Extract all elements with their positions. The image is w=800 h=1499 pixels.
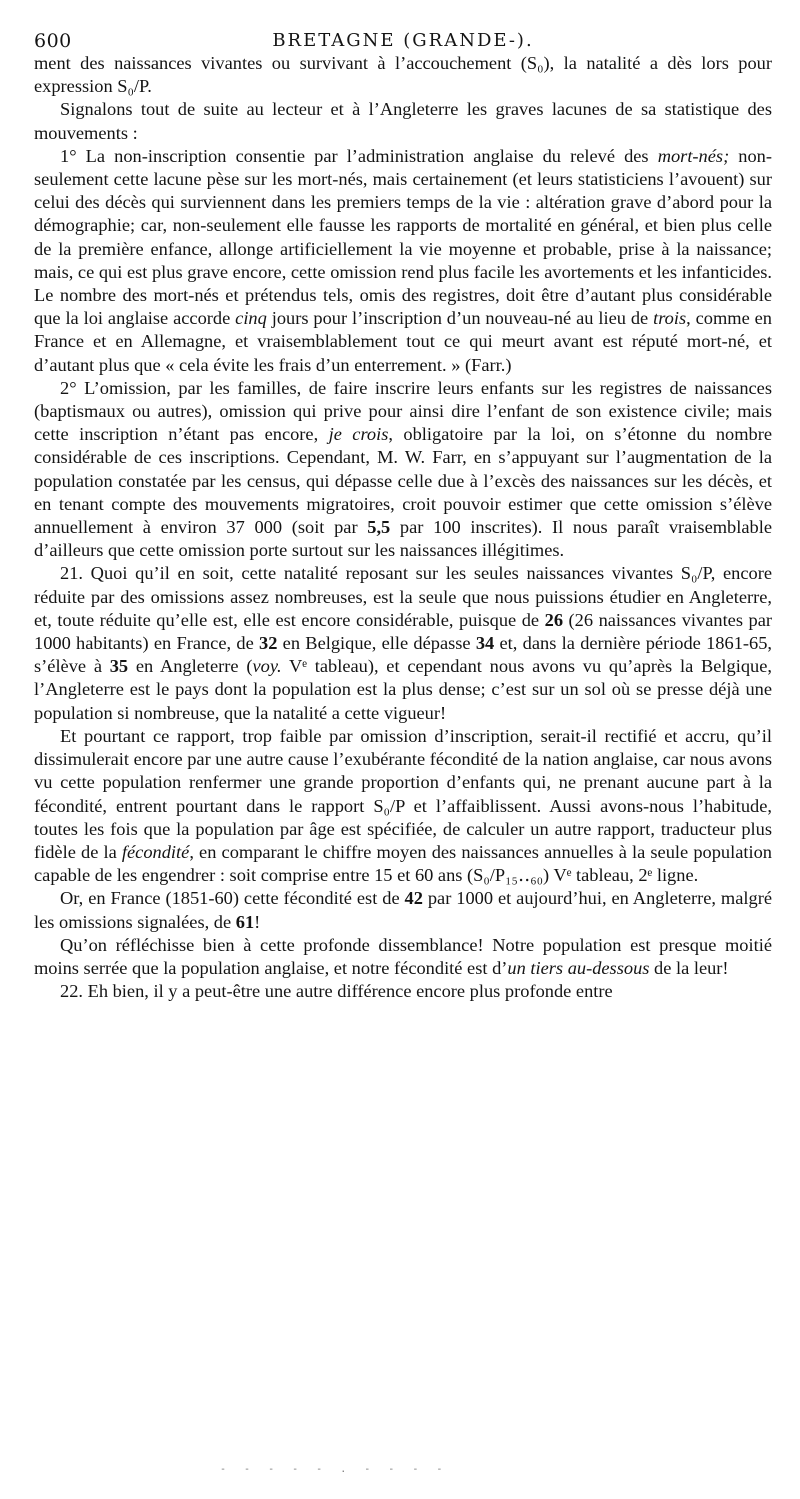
running-title: BRETAGNE (GRANDE-).: [272, 30, 534, 51]
paragraph: 21. Quoi qu’il en soit, cette natalité reposant sur les seules naissances vivantes S₀/P, encore réduite par des omissions assez nombreuses, est la seule que nous puissions étudier en Angleterre, et, toute réduite qu’elle est, elle est encore considérable, puisque de 26 (26 naissances vivantes par 1000 habitants) en France, de 32 en Belgique, elle dépasse 34 et, dans la dernière période 1861-65, s’élève à 35 en Angleterre (voy. Vᵉ tableau), et cependant nous avons vu qu’après la Belgique, l’Angleterre est le pays dont la population est la plus dense; c’est sur un sol où se presse déjà une population si nombreuse, que la natalité a cette vigueur!: [34, 563, 773, 723]
paragraph: Or, en France (1851-60) cette fécondité est de 42 par 1000 et aujourd’hui, en Angleterre, malgré les omissions signalées, de 61!: [34, 888, 772, 932]
paragraph: 22. Eh bien, il y a peut-être une autre différence encore plus profonde entre: [60, 981, 613, 1002]
footer-marks: - - - - - . - - - -: [220, 1464, 449, 1475]
paragraph: ment des naissances vivantes ou survivant à l’accouchement (S₀), la natalité a dès lors pour expression S₀/P.: [34, 53, 772, 97]
paragraph: 2° L’omission, par les familles, de faire inscrire leurs enfants sur les registres de naissances (baptismaux ou autres), omission qui prive pour ainsi dire l’enfant de son existence civile; mais cette inscription n’étant pas encore, je crois, obligatoire par la loi, on s’étonne du nombre considérable de ces inscriptions. Cependant, M. W. Farr, en s’appuyant sur l’augmentation de la population constatée par les census, qui dépasse celle due à l’excès des naissances sur les décès, et en tenant compte des mouvements migratoires, croit pouvoir estimer que cette omission s’élève annuellement à environ 37 000 (soit par 5,5 par 100 inscrites). Il nous paraît vraisemblable d’ailleurs que cette omission porte surtout sur les naissances illégitimes.: [34, 377, 772, 561]
page-header: [34, 0, 772, 52]
paragraph: Signalons tout de suite au lecteur et à l’Angleterre les graves lacunes de sa statistique des mouvements :: [34, 99, 772, 143]
page-number: 600: [34, 30, 72, 52]
paragraph: Et pourtant ce rapport, trop faible par omission d’inscription, serait-il rectifié et accru, qu’il dissimulerait encore par une autre cause l’exubérante fécondité de la nation anglaise, car nous avons vu cette population renfermer une grande proportion d’enfants qui, ne prenant aucune part à la fécondité, entrent pourtant dans le rapport S₀/P et l’affaiblissent. Aussi avons-nous l’habitude, toutes les fois que la population par âge est spécifiée, de calculer un autre rapport, traducteur plus fidèle de la fécondité, en comparant le chiffre moyen des naissances annuelles à la seule population capable de les engendrer : soit comprise entre 15 et 60 ans (S₀/P₁₅‥₆₀) Vᵉ tableau, 2ᵉ ligne.: [34, 725, 772, 886]
body-text: [34, 52, 772, 1003]
paragraph: Qu’on réfléchisse bien à cette profonde dissemblance! Notre population est presque moitié moins serrée que la population anglaise, et notre fécondité est d’un tiers au-dessous de la leur!: [34, 934, 772, 978]
paragraph: 1° La non-inscription consentie par l’administration anglaise du relevé des mort-nés; non-seulement cette lacune pèse sur les mort-nés, mais certainement (et leurs statisticiens l’avouent) sur celui des décès qui surviennent dans les premiers temps de la vie : altération grave d’abord pour la démographie; car, non-seulement elle fausse les rapports de mortalité en général, et bien plus celle de la première enfance, allonge artificiellement la vie moyenne et probable, prise à la naissance; mais, ce qui est plus grave encore, cette omission rend plus facile les avortements et les infanticides. Le nombre des mort-nés et prétendus tels, omis des registres, doit être d’autant plus considérable que la loi anglaise accorde cinq jours pour l’inscription d’un nouveau-né au lieu de trois, comme en France et en Allemagne, et vraisemblablement tout ce qui meurt avant est réputé mort-né, et d’autant plus que « cela évite les frais d’un enterrement. » (Farr.): [34, 145, 773, 375]
